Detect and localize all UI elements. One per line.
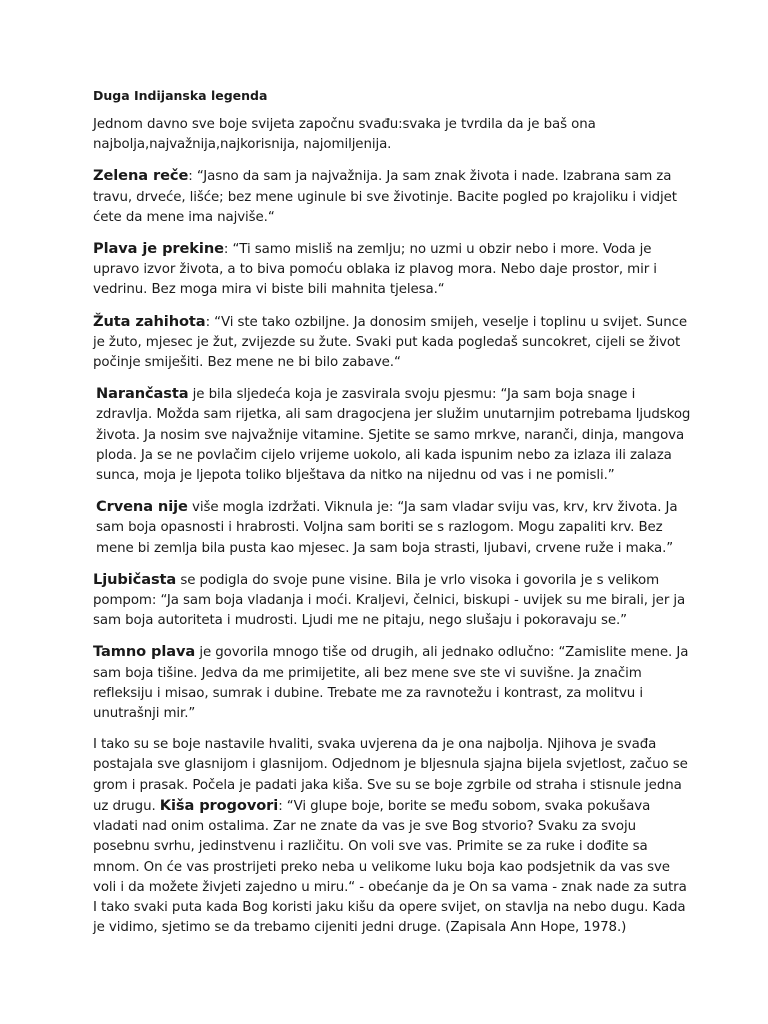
lead-dark-blue: Tamno plava [93,643,196,661]
paragraph-green [93,166,693,228]
lead-red: Crvena nije [96,498,188,516]
paragraph-orange [93,384,693,486]
text-red: više mogla izdržati. Viknula je: “Ja sam vladar sviju vas, krv, krv života. Ja sam boja opasnosti i hrabrosti. Voljna sam boriti se s razlogom. Mogu zapaliti krv. Bez mene bi zemlja bila pusta kao mjesec. Ja sam boja strasti, ljubavi, crvene ruže i maka.” [96,500,678,556]
text-yellow: : “Vi ste tako ozbiljne. Ja donosim smijeh, veselje i toplinu u svijet. Sunce je žuto, mjesec je žut, zvijezde su žute. Svaki put kada pogledaš suncokret, cijeli se život počinje smiješiti. Bez mene ne bi bilo zabave.“ [93,314,687,371]
document-page [93,88,693,949]
lead-yellow: Žuta zahihota [93,312,206,330]
paragraph-dark-blue [93,642,693,724]
text-dark-blue: je govorila mnogo tiše od drugih, ali jednako odlučno: “Zamislite mene. Ja sam boja tišine. Jedva da me primijetite, ali bez mene sve ste vi suvišne. Ja značim refleksiju i misao, sumrak i dubine. Trebate me za ravnotežu i kontrast, za molitvu i unutrašnji mir.” [93,645,689,722]
lead-green: Zelena reče [93,167,189,185]
paragraph-blue [93,239,693,301]
paragraph-purple [93,570,693,632]
text-blue: : “Ti samo misliš na zemlju; no uzmi u obzir nebo i more. Voda je upravo izvor života, a to biva pomoću oblaka iz plavog mora. Nebo daje prostor, mir i vedrinu. Bez moga mira vi biste bili mahnita tjelesa.“ [93,242,657,298]
closing-after: : “Vi glupe boje, borite se među sobom, svaka pokušava vladati nad onim ostalima. Zar ne znate da vas je sve Bog stvorio? Svaku za svoju posebnu svrhu, jedinstvenu i različitu. On voli sve vas. Primite se za ruke i dođite sa mnom. On će vas prostrijeti preko neba u velikome luku boja kao podsjetnik da vas sve voli i da možete živjeti zajedno u miru.“ - obećanje da je On sa vama - znak nade za sutra I tako svaki puta kada Bog koristi jaku kišu da opere svijet, on stavlja na nebo dugu. Kada je vidimo, sjetimo se da trebamo cijeniti jedni druge. (Zapisala Ann Hope, 1978.) [93,798,687,936]
text-green: : “Jasno da sam ja najvažnija. Ja sam znak života i nade. Izabrana sam za travu, drveće, lišće; bez mene uginule bi sve životinje. Bacite pogled po krajoliku i vidjet ćete da mene ima najviše.“ [93,169,677,225]
intro-paragraph: Jednom davno sve boje svijeta započnu svađu:svaka je tvrdila da je baš ona najbolja,najvažnija,najkorisnija, najomiljenija. [93,117,596,153]
paragraph-red [93,497,693,559]
lead-rain: Kiša progovori [159,796,279,814]
closing-before: I tako su se boje nastavile hvaliti, svaka uvjerena da je ona najbolja. Njihova je svađa postajala sve glasnijom i glasnijom. Odjednom je bljesnula sjajna bijela svjetlost, začuo se grom i prasak. Počela je padati jaka kiša. Sve su se boje zgrbile od straha i stisnule jedna uz drugu. [93,737,688,814]
text-orange: je bila sljedeća koja je zasvirala svoju pjesmu: “Ja sam boja snage i zdravlja. Možda sam rijetka, ali sam dragocjena jer služim unutarnjim potrebama ljudskog života. Ja nosim sve najvažnije vitamine. Sjetite se samo mrkve, naranči, dinja, mangova ploda. Ja se ne povlačim cijelo vrijeme uokolo, ali kada ispunim nebo za izlaza ili zalaza sunca, moja je ljepota toliko blještava da nitko na nijednu od vas i ne pomisli.” [96,387,691,484]
lead-orange: Narančasta [96,385,189,403]
text-purple: se podigla do svoje pune visine. Bila je vrlo visoka i govorila je s velikom pompom: “Ja sam boja vladanja i moći. Kraljevi, čelnici, biskupi - uvijek su me birali, jer ja sam boja autoriteta i mudrosti. Ljudi me ne pitaju, nego slušaju i pokoravaju se.” [93,572,686,629]
paragraph-yellow [93,312,693,374]
paragraph-closing [93,735,693,938]
lead-purple: Ljubičasta [93,570,177,588]
document-title: Duga Indijanska legenda [93,88,268,103]
lead-blue: Plava je prekine [93,240,224,258]
